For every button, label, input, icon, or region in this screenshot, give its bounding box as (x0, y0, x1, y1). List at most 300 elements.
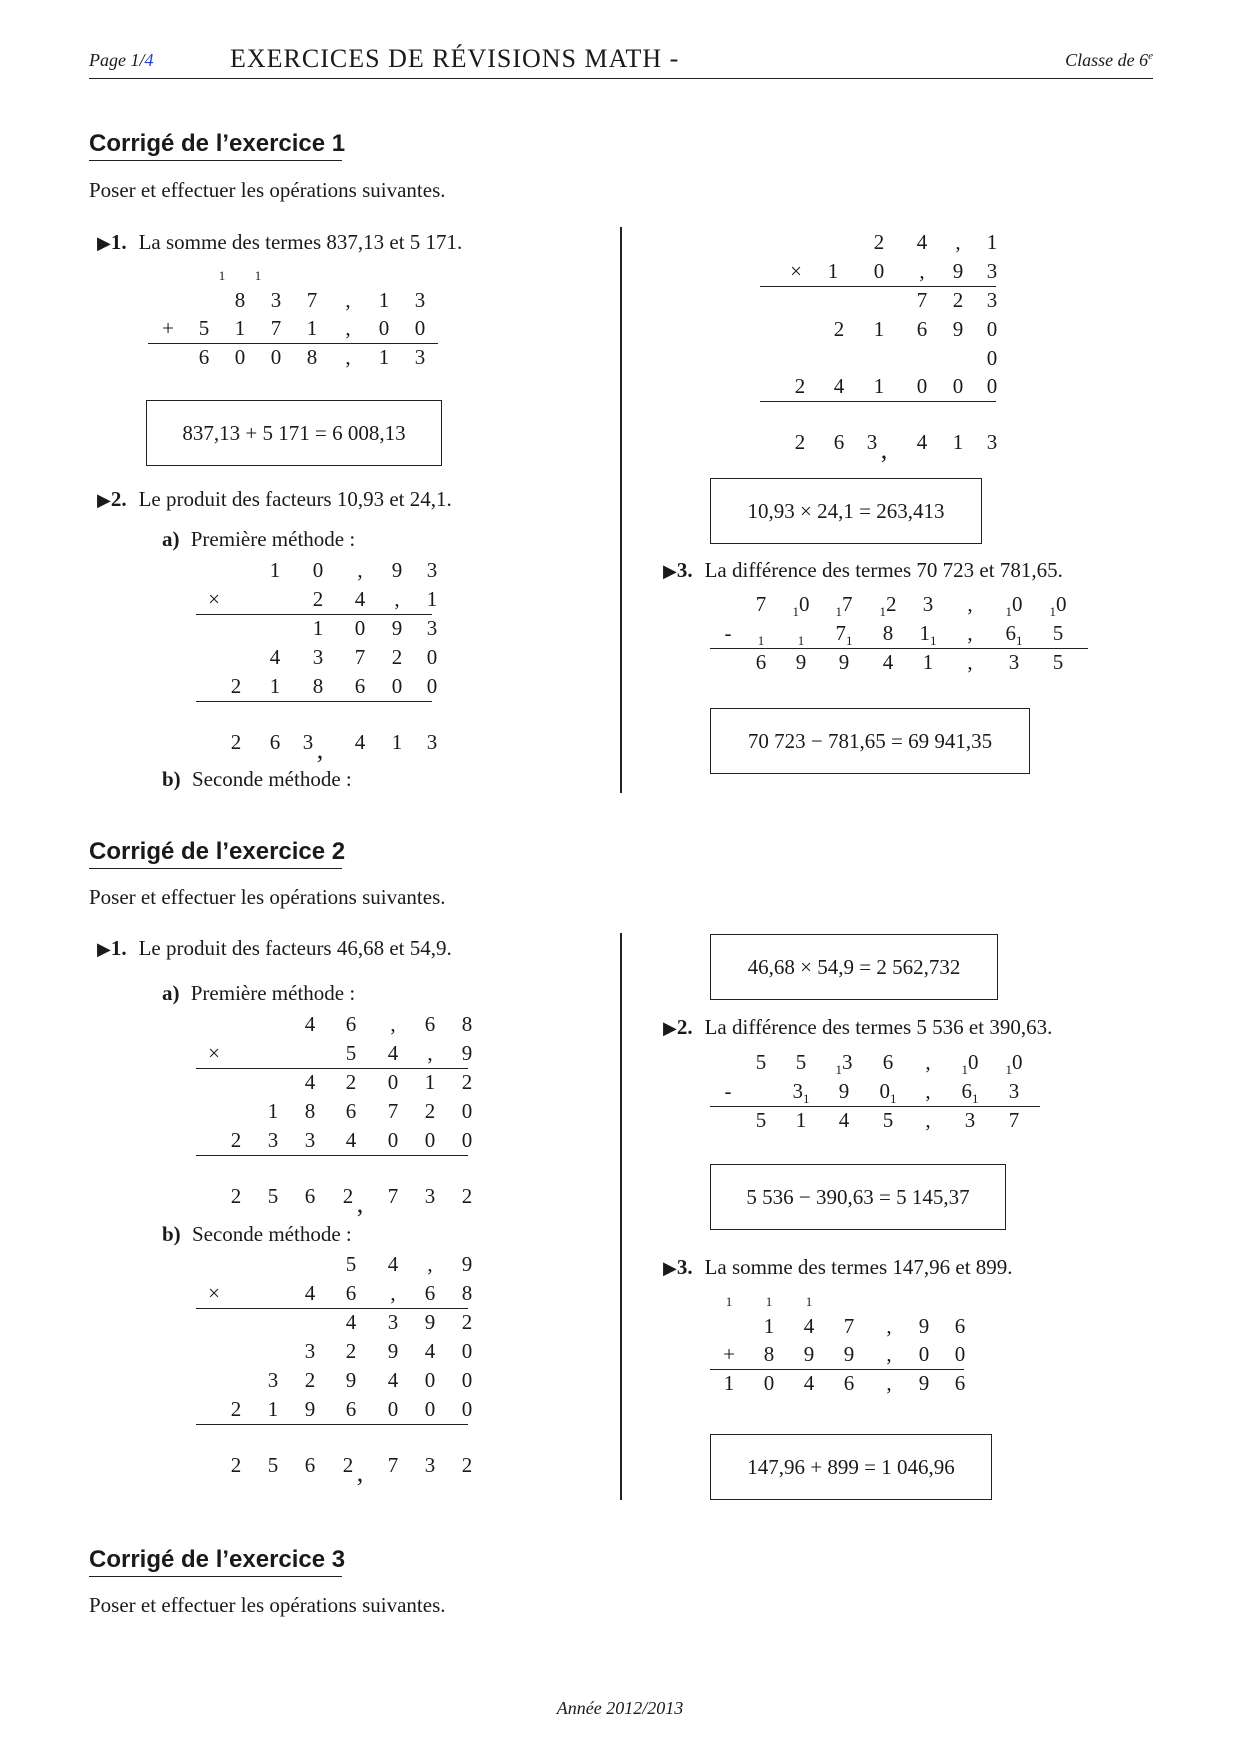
digit: 6 (954, 1371, 966, 1395)
digit: 1 (795, 1108, 807, 1132)
digit: 3 (270, 288, 282, 312)
digit: 0 (424, 1368, 436, 1392)
digit: 6 (354, 674, 366, 698)
digit: 4 (304, 1012, 316, 1036)
digit: 7 (270, 316, 282, 340)
ex1-multiplication-b (760, 228, 1010, 464)
digit: 3 (1008, 1079, 1020, 1103)
operator: × (208, 1281, 220, 1305)
digit: 1 (952, 430, 964, 454)
digit: 1 (269, 674, 281, 698)
digit: 4 (424, 1339, 436, 1363)
digit: 5 (345, 1041, 357, 1065)
digit: 0 (426, 674, 438, 698)
digit: 9 (391, 616, 403, 640)
digit: 8 (882, 621, 894, 645)
ex1-item3-num: 3. (676, 558, 693, 582)
triangle-right-icon: ▶ (97, 939, 111, 959)
digit: , (925, 1079, 931, 1103)
digit: 1 (267, 1397, 279, 1421)
digit: 4 (387, 1252, 399, 1276)
digit: 2 (833, 317, 845, 341)
digit: 1 (269, 558, 281, 582)
ex1-item1-num: 1. (110, 230, 127, 254)
digit: 0 (387, 1128, 399, 1152)
digit: 2 (342, 1184, 354, 1208)
digit: $_1$7 (835, 592, 853, 620)
exercise-3-title: Corrigé de l’exercice 3 (89, 1546, 346, 1573)
carry-digit: 1 (805, 1294, 813, 1309)
digit: 4 (882, 650, 894, 674)
digit: 3 (267, 1368, 279, 1392)
digit: 6 (304, 1184, 316, 1208)
digit: 3 (922, 592, 934, 616)
digit: 4 (916, 230, 928, 254)
digit: 6 (198, 345, 210, 369)
digit: 6 (269, 730, 281, 754)
digit: 6 (424, 1012, 436, 1036)
operation-rule (196, 701, 432, 702)
digit: 1 (426, 587, 438, 611)
digit: 1 (306, 316, 318, 340)
digit: 0 (954, 1342, 966, 1366)
ex1-item2-a-text: Première méthode : (190, 527, 356, 551)
digit: 0 (952, 374, 964, 398)
digit: $_1$2 (879, 592, 897, 620)
digit: 1 (391, 730, 403, 754)
triangle-right-icon: ▶ (663, 561, 677, 581)
digit: 9 (304, 1397, 316, 1421)
page-label: Page 1/ (89, 50, 145, 70)
ex1-item1-text: La somme des termes 837,13 et 5 171. (138, 230, 463, 254)
digit: 3 (302, 730, 314, 754)
digit: 2 (230, 1453, 242, 1477)
digit: 7 (306, 288, 318, 312)
digit: 0 (461, 1339, 473, 1363)
digit: 3 (866, 430, 878, 454)
digit: 7 (387, 1453, 399, 1477)
digit: 7 (755, 592, 767, 616)
digit: 0 (763, 1371, 775, 1395)
operation-rule (760, 401, 996, 402)
operator: × (790, 259, 802, 283)
digit: 3 (312, 645, 324, 669)
ex1-item2 (97, 487, 452, 512)
digit: 4 (803, 1314, 815, 1338)
ex2-item2 (663, 1015, 1052, 1040)
digit: 4 (354, 730, 366, 754)
digit: 0 (312, 558, 324, 582)
digit: 2 (461, 1070, 473, 1094)
ex1-item2-num: 2. (110, 487, 127, 511)
digit: $6_1$ (1005, 621, 1023, 649)
digit: 5 (755, 1050, 767, 1074)
class-label (1065, 50, 1153, 71)
digit: 6 (345, 1099, 357, 1123)
digit: , (955, 230, 961, 254)
digit: 0 (270, 345, 282, 369)
digit: 9 (838, 1079, 850, 1103)
decimal-comma: , (316, 735, 324, 764)
digit: 0 (426, 645, 438, 669)
ex2-item1-a-label: a) (162, 981, 180, 1005)
digit: 9 (803, 1342, 815, 1366)
exercise-1-underline (89, 160, 342, 161)
digit: $_1$0 (1005, 1050, 1023, 1078)
digit: 6 (833, 430, 845, 454)
digit: , (967, 650, 973, 674)
ex2-multiplication-b (196, 1250, 476, 1487)
digit: 2 (794, 430, 806, 454)
operator: - (724, 1079, 732, 1103)
digit: 3 (424, 1453, 436, 1477)
digit: , (345, 316, 351, 340)
ex1-item2-text: Le produit des facteurs 10,93 et 24,1. (138, 487, 452, 511)
digit: 0 (461, 1099, 473, 1123)
ex2-addition (710, 1288, 970, 1398)
digit: 9 (461, 1252, 473, 1276)
ex2-item1-num: 1. (110, 936, 127, 960)
digit: $7_1$ (835, 621, 853, 649)
ex1-subtraction (710, 590, 1090, 680)
ex1-item3 (663, 558, 1063, 583)
digit: 4 (833, 374, 845, 398)
digit: 2 (342, 1453, 354, 1477)
digit: 1 (763, 1314, 775, 1338)
digit: , (345, 288, 351, 312)
digit: 7 (387, 1099, 399, 1123)
digit: 4 (803, 1371, 815, 1395)
digit: $_1$3 (835, 1050, 853, 1078)
digit: 0 (414, 316, 426, 340)
digit: 1 (378, 288, 390, 312)
ex1-item3-text: La différence des termes 70 723 et 781,65. (704, 558, 1063, 582)
digit: 1 (873, 317, 885, 341)
digit: 0 (391, 674, 403, 698)
digit: 3 (267, 1128, 279, 1152)
ex2-item3-result: 147,96 + 899 = 1 046,96 (710, 1434, 992, 1500)
digit: 5 (198, 316, 210, 340)
digit: 4 (269, 645, 281, 669)
digit: 4 (345, 1128, 357, 1152)
ex2-item2-num: 2. (676, 1015, 693, 1039)
exercise-2-intro: Poser et effectuer les opérations suivantes. (89, 885, 446, 909)
digit: 2 (345, 1339, 357, 1363)
digit: 9 (843, 1342, 855, 1366)
digit: 6 (345, 1397, 357, 1421)
digit: , (886, 1314, 892, 1338)
digit: 1 (234, 316, 246, 340)
digit: 2 (230, 1184, 242, 1208)
ex2-item1 (97, 936, 452, 961)
digit: , (886, 1371, 892, 1395)
triangle-right-icon: ▶ (663, 1258, 677, 1278)
digit: 6 (882, 1050, 894, 1074)
digit: 3 (387, 1310, 399, 1334)
header-rule (89, 78, 1153, 79)
operator: + (162, 316, 174, 340)
triangle-right-icon: ▶ (663, 1018, 677, 1038)
digit: $_1$0 (1049, 592, 1067, 620)
digit: 2 (952, 288, 964, 312)
digit: , (345, 345, 351, 369)
digit: 6 (345, 1281, 357, 1305)
digit: $_1$0 (792, 592, 810, 620)
digit: 6 (954, 1314, 966, 1338)
ex2-item1-b (162, 1222, 352, 1247)
digit: 0 (873, 259, 885, 283)
digit: 3 (426, 730, 438, 754)
page-total-link[interactable]: 4 (144, 50, 154, 70)
carry-digit: 1 (218, 268, 226, 283)
exercise-1-intro: Poser et effectuer les opérations suivantes. (89, 178, 446, 202)
digit: 9 (952, 317, 964, 341)
exercise-1-divider (620, 227, 622, 793)
digit: 2 (461, 1310, 473, 1334)
operator: × (208, 1041, 220, 1065)
digit: 6 (755, 650, 767, 674)
digit: 5 (267, 1453, 279, 1477)
digit: 3 (426, 616, 438, 640)
ex2-item1-b-label: b) (162, 1222, 181, 1246)
digit: , (390, 1281, 396, 1305)
digit: 6 (424, 1281, 436, 1305)
ex2-item1-text: Le produit des facteurs 46,68 et 54,9. (138, 936, 452, 960)
ex1-item1-result: 837,13 + 5 171 = 6 008,13 (146, 400, 442, 466)
digit: , (427, 1252, 433, 1276)
digit: 8 (461, 1281, 473, 1305)
decimal-comma: , (356, 1458, 364, 1487)
digit: 9 (424, 1310, 436, 1334)
ex1-multiplication-a (196, 556, 446, 764)
digit: 2 (230, 1397, 242, 1421)
digit: 0 (986, 346, 998, 370)
digit: 0 (354, 616, 366, 640)
digit: 2 (794, 374, 806, 398)
ex2-item1-b-text: Seconde méthode : (191, 1222, 352, 1246)
ex1-item1 (97, 230, 462, 255)
digit: 7 (916, 288, 928, 312)
digit: 4 (838, 1108, 850, 1132)
decimal-comma: , (356, 1189, 364, 1218)
ex2-item3 (663, 1255, 1013, 1280)
ex2-item2-result: 5 536 − 390,63 = 5 145,37 (710, 1164, 1006, 1230)
digit: 0 (986, 317, 998, 341)
digit: 7 (843, 1314, 855, 1338)
exercise-2-divider (620, 933, 622, 1500)
digit: 6 (304, 1453, 316, 1477)
digit: 5 (755, 1108, 767, 1132)
digit: 4 (354, 587, 366, 611)
digit: 5 (882, 1108, 894, 1132)
digit: 9 (838, 650, 850, 674)
ex1-addition (148, 262, 448, 372)
digit: 1 (797, 633, 805, 649)
operation-rule (196, 1424, 468, 1425)
digit: , (427, 1041, 433, 1065)
digit: 8 (306, 345, 318, 369)
digit: 0 (234, 345, 246, 369)
page-number (89, 50, 154, 71)
digit: 1 (723, 1371, 735, 1395)
digit: , (919, 259, 925, 283)
digit: 8 (234, 288, 246, 312)
digit: 1 (986, 230, 998, 254)
ex2-item3-num: 3. (676, 1255, 693, 1279)
digit: 2 (424, 1099, 436, 1123)
digit: 9 (345, 1368, 357, 1392)
exercise-1-title: Corrigé de l’exercice 1 (89, 130, 346, 157)
ex1-item2-result: 10,93 × 24,1 = 263,413 (710, 478, 982, 544)
digit: 4 (304, 1281, 316, 1305)
digit: 2 (391, 645, 403, 669)
digit: 2 (312, 587, 324, 611)
digit: 3 (414, 288, 426, 312)
digit: 4 (916, 430, 928, 454)
ex1-item2-a-label: a) (162, 527, 180, 551)
triangle-right-icon: ▶ (97, 233, 111, 253)
digit: 4 (304, 1070, 316, 1094)
digit: 3 (986, 259, 998, 283)
digit: 0 (387, 1070, 399, 1094)
digit: $_1$0 (961, 1050, 979, 1078)
digit: 5 (1052, 621, 1064, 645)
operator: × (208, 587, 220, 611)
ex2-subtraction (710, 1048, 1050, 1138)
digit: 0 (986, 374, 998, 398)
digit: 7 (1008, 1108, 1020, 1132)
digit: , (925, 1050, 931, 1074)
carry-digit: 1 (765, 1294, 773, 1309)
digit: 5 (345, 1252, 357, 1276)
ex1-item2-a (162, 527, 355, 552)
digit: $_1$0 (1005, 592, 1023, 620)
digit: 9 (387, 1339, 399, 1363)
exercise-3-intro: Poser et effectuer les opérations suivantes. (89, 1593, 446, 1617)
exercise-3-underline (89, 1576, 342, 1577)
digit: 2 (230, 730, 242, 754)
ex1-item2-b (162, 767, 352, 792)
digit: 0 (918, 1342, 930, 1366)
ex2-item1-result: 46,68 × 54,9 = 2 562,732 (710, 934, 998, 1000)
digit: 2 (873, 230, 885, 254)
digit: 2 (461, 1184, 473, 1208)
digit: , (394, 587, 400, 611)
digit: 0 (424, 1397, 436, 1421)
digit: 3 (986, 288, 998, 312)
class-label-sup: e (1148, 50, 1153, 62)
digit: 3 (986, 430, 998, 454)
digit: 5 (795, 1050, 807, 1074)
digit: 6 (843, 1371, 855, 1395)
digit: 0 (461, 1397, 473, 1421)
digit: 1 (873, 374, 885, 398)
digit: $3_1$ (792, 1079, 810, 1107)
exercise-2-title: Corrigé de l’exercice 2 (89, 838, 346, 865)
digit: 8 (312, 674, 324, 698)
digit: $1_1$ (919, 621, 937, 649)
digit: 0 (461, 1368, 473, 1392)
digit: 3 (1008, 650, 1020, 674)
digit: 3 (424, 1184, 436, 1208)
digit: , (390, 1012, 396, 1036)
digit: 4 (387, 1041, 399, 1065)
digit: $6_1$ (961, 1079, 979, 1107)
digit: 1 (757, 633, 765, 649)
digit: 1 (312, 616, 324, 640)
ex2-item3-text: La somme des termes 147,96 et 899. (704, 1255, 1013, 1279)
digit: 8 (304, 1099, 316, 1123)
decimal-comma: , (880, 435, 888, 464)
digit: 5 (267, 1184, 279, 1208)
digit: 2 (345, 1070, 357, 1094)
digit: 3 (304, 1339, 316, 1363)
ex2-item1-a (162, 981, 355, 1006)
digit: 9 (795, 650, 807, 674)
triangle-right-icon: ▶ (97, 490, 111, 510)
digit: , (357, 558, 363, 582)
digit: 9 (461, 1041, 473, 1065)
digit: 6 (345, 1012, 357, 1036)
digit: 9 (952, 259, 964, 283)
ex2-item2-text: La différence des termes 5 536 et 390,63. (704, 1015, 1053, 1039)
digit: 0 (387, 1397, 399, 1421)
carry-digit: 1 (254, 268, 262, 283)
digit: , (886, 1342, 892, 1366)
digit: 0 (916, 374, 928, 398)
digit: , (967, 592, 973, 616)
ex2-multiplication-a (196, 1010, 476, 1218)
operator: + (723, 1342, 735, 1366)
digit: 1 (378, 345, 390, 369)
ex2-item1-a-text: Première méthode : (190, 981, 356, 1005)
class-label-text: Classe de 6 (1065, 50, 1149, 70)
digit: 0 (424, 1128, 436, 1152)
digit: 9 (391, 558, 403, 582)
footer-year: Année 2012/2013 (556, 1698, 684, 1718)
operator: - (724, 621, 732, 645)
ex1-item2-b-label: b) (162, 767, 181, 791)
digit: 7 (387, 1184, 399, 1208)
digit: 1 (424, 1070, 436, 1094)
carry-digit: 1 (725, 1294, 733, 1309)
digit: 1 (267, 1099, 279, 1123)
digit: 4 (387, 1368, 399, 1392)
digit: , (967, 621, 973, 645)
digit: 1 (922, 650, 934, 674)
digit: 3 (414, 345, 426, 369)
ex1-item3-result: 70 723 − 781,65 = 69 941,35 (710, 708, 1030, 774)
digit: 0 (378, 316, 390, 340)
digit: 1 (827, 259, 839, 283)
digit: 2 (304, 1368, 316, 1392)
digit: 8 (763, 1342, 775, 1366)
digit: 2 (230, 1128, 242, 1152)
digit: 6 (916, 317, 928, 341)
digit: $0_1$ (879, 1079, 897, 1107)
digit: 5 (1052, 650, 1064, 674)
digit: 3 (964, 1108, 976, 1132)
digit: 4 (345, 1310, 357, 1334)
digit: 0 (461, 1128, 473, 1152)
digit: 2 (230, 674, 242, 698)
digit: 3 (304, 1128, 316, 1152)
digit: 9 (918, 1371, 930, 1395)
digit: 3 (426, 558, 438, 582)
ex1-item2-b-text: Seconde méthode : (191, 767, 352, 791)
operation-rule (196, 1155, 468, 1156)
page-title: EXERCICES DE RÉVISIONS MATH - (230, 44, 680, 73)
